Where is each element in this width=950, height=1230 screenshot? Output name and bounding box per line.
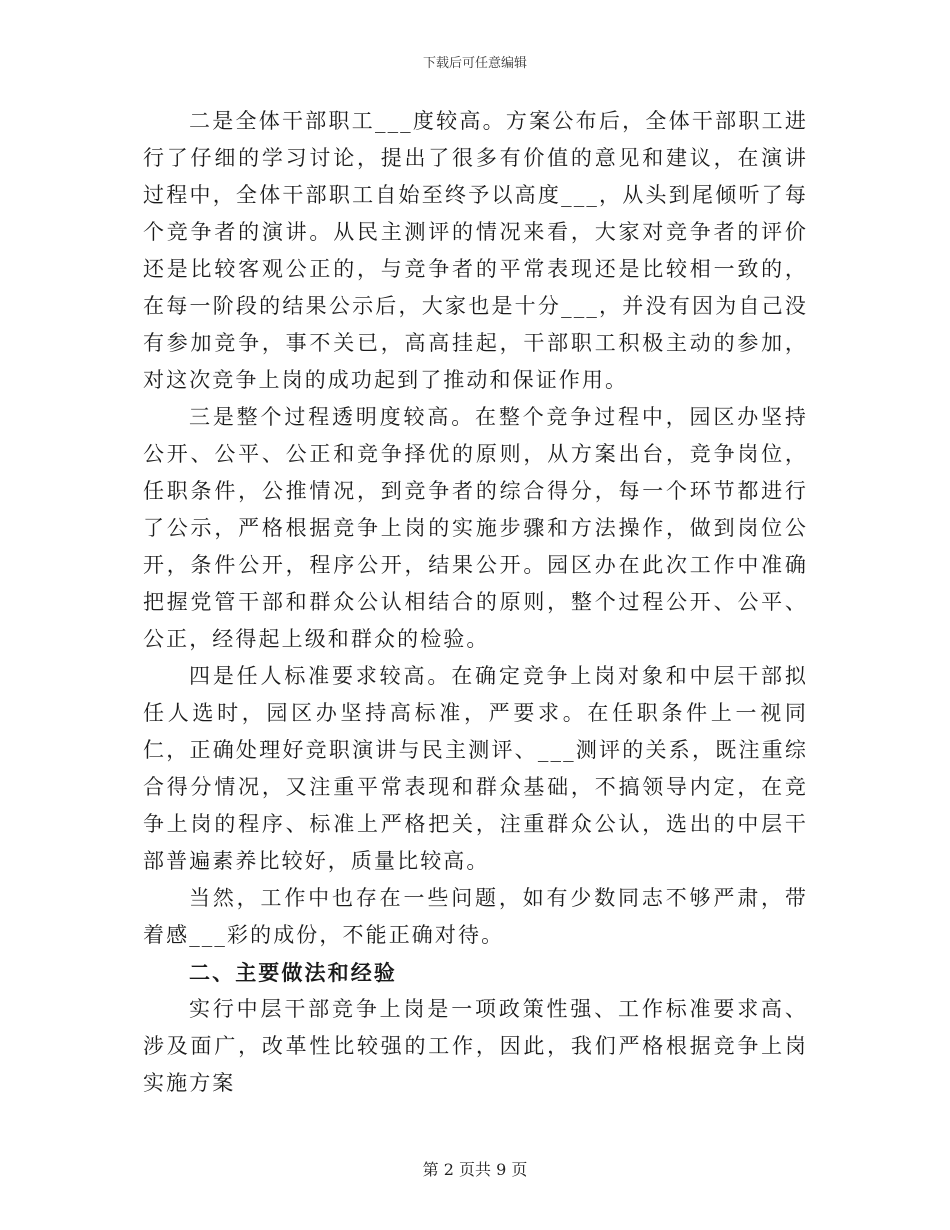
paragraph-selection-standards: 四是任人标准要求较高。在确定竞争上岗对象和中层干部拟任人选时，园区办坚持高标准，严要求。在任职条件上一视同仁，正确处理好竞职演讲与民主测评、___测评的关系，既注重综合得分情况，又注重平常表现和群众基础，不搞领导内定，在竞争上岗的程序、标准上严格把关，注重群众公认，选出的中层干部普遍素养比较好，质量比较高。 [143, 664, 808, 873]
document-body [143, 103, 808, 1102]
paragraph-staff-participation: 二是全体干部职工___度较高。方案公布后，全体干部职工进行了仔细的学习讨论，提出了很多有价值的意见和建议，在演讲过程中，全体干部职工自始至终予以高度___，从头到尾倾听了每个竞争者的演讲。从民主测评的情况来看，大家对竞争者的评价还是比较客观公正的，与竞争者的平常表现还是比较相一致的，在每一阶段的结果公示后，大家也是十分___，并没有因为自己没有参加竞争，事不关已，高高挂起，干部职工积极主动的参加，对这次竞争上岗的成功起到了推动和保证作用。 [143, 109, 808, 392]
paragraph-methods-intro: 实行中层干部竞争上岗是一项政策性强、工作标准要求高、涉及面广，改革性比较强的工作，因此，我们严格根据竞争上岗实施方案 [143, 997, 808, 1095]
section-heading: 二、主要做法和经验 [189, 960, 397, 985]
page-header: 下载后可任意编辑 [422, 56, 527, 71]
paragraph-problems: 当然，工作中也存在一些问题，如有少数同志不够严肃，带着感___彩的成份，不能正确对待。 [143, 886, 808, 947]
paragraph-transparency: 三是整个过程透明度较高。在整个竞争过程中，园区办坚持公开、公平、公正和竞争择优的原则，从方案出台，竞争岗位，任职条件，公推情况，到竞争者的综合得分，每一个环节都进行了公示，严格根据竞争上岗的实施步骤和方法操作，做到岗位公开，条件公开，程序公开，结果公开。园区办在此次工作中准确把握党管干部和群众公认相结合的原则，整个过程公开、公平、公正，经得起上级和群众的检验。 [143, 405, 808, 651]
page-number: 第 2 页共 9 页 [422, 1160, 528, 1179]
